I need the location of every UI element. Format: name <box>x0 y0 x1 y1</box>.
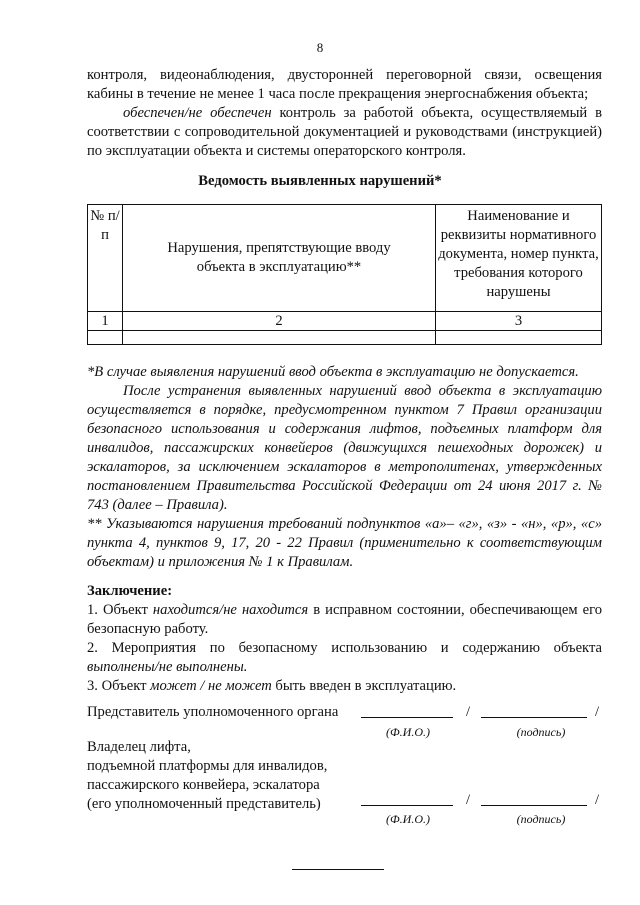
conclusion-heading: Заключение: <box>87 583 173 599</box>
signature-representative <box>87 703 617 722</box>
empty-table-row <box>88 331 602 345</box>
sign-line-1 <box>481 717 587 718</box>
owner-label-line-2: подъемной платформы для инвалидов, <box>87 758 328 774</box>
representative-label: Представитель уполномоченного органа <box>87 704 339 720</box>
control-status-italic: обеспечен/не обеспечен <box>123 105 272 121</box>
conclusion-item-3: 3. Объект может / не может быть введен в эксплуатацию. <box>87 678 457 694</box>
fio-caption-2: (Ф.И.О.) <box>386 812 430 826</box>
intro-paragraph-2 <box>87 104 602 161</box>
column-number-row <box>88 312 602 331</box>
fio-caption-1: (Ф.И.О.) <box>386 725 430 739</box>
page-number: 8 <box>316 40 324 55</box>
header-normative-doc: Наименование и реквизиты нормативного документа, номер пункта, требования которого нарушены <box>436 205 602 312</box>
footnote-1: *В случае выявления нарушений ввод объекта в эксплуатацию не допускается. <box>87 364 579 380</box>
intro-paragraph-1: контроля, видеонаблюдения, двусторонней переговорной связи, освещения кабины в течение не менее 1 часа после прекращения энергоснабжения объекта; <box>87 67 602 102</box>
table-header-row <box>88 205 602 312</box>
slash-2: / <box>595 704 600 720</box>
slash-1: / <box>466 704 471 720</box>
footnote-2: ** Указываются нарушения требований подпунктов «а»– «г», «з» - «н», «р», «с» пункта 4, пунктов 9, 17, 20 - 22 Правил (применительно к соответствующим объектам) и приложения № 1 к Правилам. <box>87 516 602 570</box>
footnote-procedure: После устранения выявленных нарушений ввод объекта в эксплуатацию осуществляется в порядке, предусмотренном пунктом 7 Правил организации безопасного использования и содержания лифтов, подъемных платформ для инвалидов, пассажирских конвейеров (движущихся пешеходных дорожек) и эскалаторов, за исключением эскалаторов в метрополитенах, утвержденных постановлением Правительства Российской Федерации от 24 июня 2017 г. № 743 (далее – Правила). <box>87 383 602 513</box>
slash-4: / <box>595 792 600 808</box>
column-number-3: 3 <box>436 312 602 331</box>
footnotes <box>87 363 602 572</box>
conclusion-item-1: 1. Объект находится/не находится в исправном состоянии, обеспечивающем его безопасную работу. <box>87 602 602 637</box>
owner-label-line-4: (его уполномоченный представитель) <box>87 796 321 812</box>
owner-label-line-3: пассажирского конвейера, эскалатора <box>87 777 320 793</box>
conclusion-item-2: 2. Мероприятия по безопасному использованию и содержанию объекта выполнены/не выполнены. <box>87 640 602 675</box>
fio-line-1 <box>361 717 453 718</box>
sign-caption-1: (подпись) <box>516 725 566 739</box>
header-violations: Нарушения, препятствующие вводу объекта в эксплуатацию** <box>123 205 436 312</box>
violations-title: Ведомость выявленных нарушений* <box>198 173 442 189</box>
slash-3: / <box>466 792 471 808</box>
header-number: № п/п <box>88 205 123 312</box>
owner-label-line-1: Владелец лифта, <box>87 739 191 755</box>
closing-rule <box>292 869 384 870</box>
conclusion <box>87 582 602 696</box>
column-number-1: 1 <box>88 312 123 331</box>
control-text: контроль за работой объекта, осуществляемый в соответствии с сопроводительной документацией и руководствами (инструкцией) по эксплуатации объекта и системы операторского контроля. <box>87 105 602 159</box>
column-number-2: 2 <box>123 312 436 331</box>
intro-text <box>87 66 602 161</box>
fio-line-2 <box>361 805 453 806</box>
signature-owner <box>87 738 617 814</box>
sign-caption-2: (подпись) <box>516 812 566 826</box>
sign-line-2 <box>481 805 587 806</box>
violations-table <box>87 204 602 345</box>
